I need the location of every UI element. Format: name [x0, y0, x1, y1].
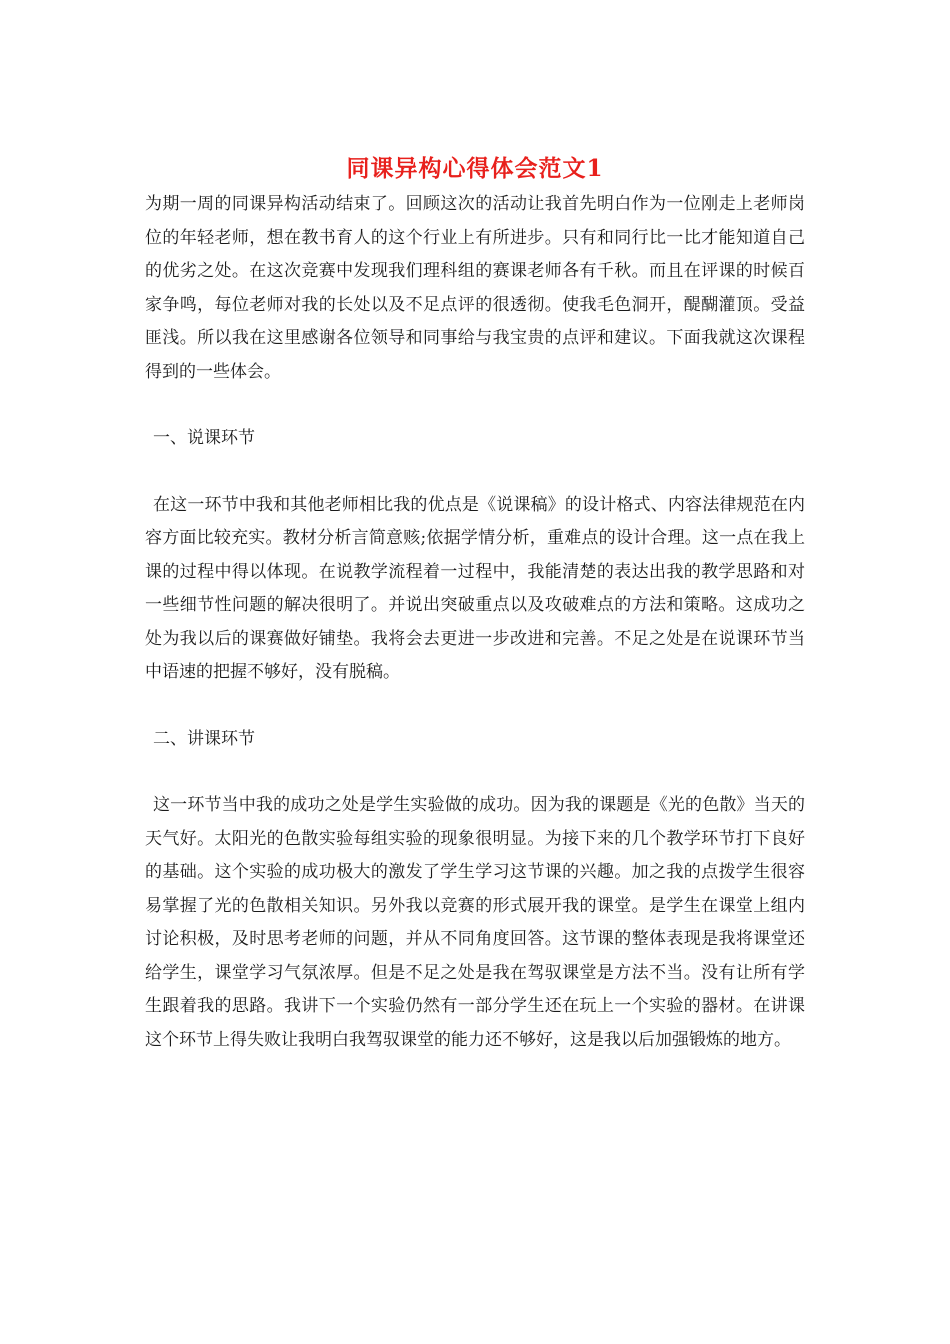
spacer — [145, 456, 805, 489]
spacer — [145, 690, 805, 723]
document-page — [145, 150, 805, 1057]
intro-paragraph: 为期一周的同课异构活动结束了。回顾这次的活动让我首先明白作为一位刚走上老师岗位的年轻老师，想在教书育人的这个行业上有所进步。只有和同行比一比才能知道自己的优劣之处。在这次竞赛中发现我们理科组的赛课老师各有千秋。而且在评课的时候百家争鸣，每位老师对我的长处以及不足点评的很透彻。使我毛色洞开，醍醐灌顶。受益匪浅。所以我在这里感谢各位领导和同事给与我宝贵的点评和建议。下面我就这次课程得到的一些体会。 — [145, 194, 805, 382]
section-heading-2: 二、讲课环节 — [153, 728, 255, 749]
section-body-1: 在这一环节中我和其他老师相比我的优点是《说课稿》的设计格式、内容法律规范在内容方面比较充实。教材分析言简意赅;依据学情分析，重难点的设计合理。这一点在我上课的过程中得以体现。在说教学流程着一过程中，我能清楚的表达出我的教学思路和对一些细节性问题的解决很明了。并说出突破重点以及攻破难点的方法和策略。这成功之处为我以后的课赛做好铺垫。我将会去更进一步改进和完善。不足之处是在说课环节当中语速的把握不够好，没有脱稿。 — [145, 494, 805, 682]
document-title: 同课异构心得体会范文1 — [346, 155, 604, 182]
section-body-2: 这一环节当中我的成功之处是学生实验做的成功。因为我的课题是《光的色散》当天的天气好。太阳光的色散实验每组实验的现象很明显。为接下来的几个教学环节打下良好的基础。这个实验的成功极大的激发了学生学习这节课的兴趣。加之我的点拨学生很容易掌握了光的色散相关知识。另外我以竞赛的形式展开我的课堂。是学生在课堂上组内讨论积极，及时思考老师的问题，并从不同角度回答。这节课的整体表现是我将课堂还给学生，课堂学习气氛浓厚。但是不足之处是我在驾驭课堂是方法不当。没有让所有学生跟着我的思路。我讲下一个实验仍然有一部分学生还在玩上一个实验的器材。在讲课这个环节上得失败让我明白我驾驭课堂的能力还不够好，这是我以后加强锻炼的地方。 — [145, 795, 805, 1050]
section-heading-1: 一、说课环节 — [153, 428, 255, 448]
spacer — [145, 756, 805, 789]
spacer — [145, 389, 805, 422]
